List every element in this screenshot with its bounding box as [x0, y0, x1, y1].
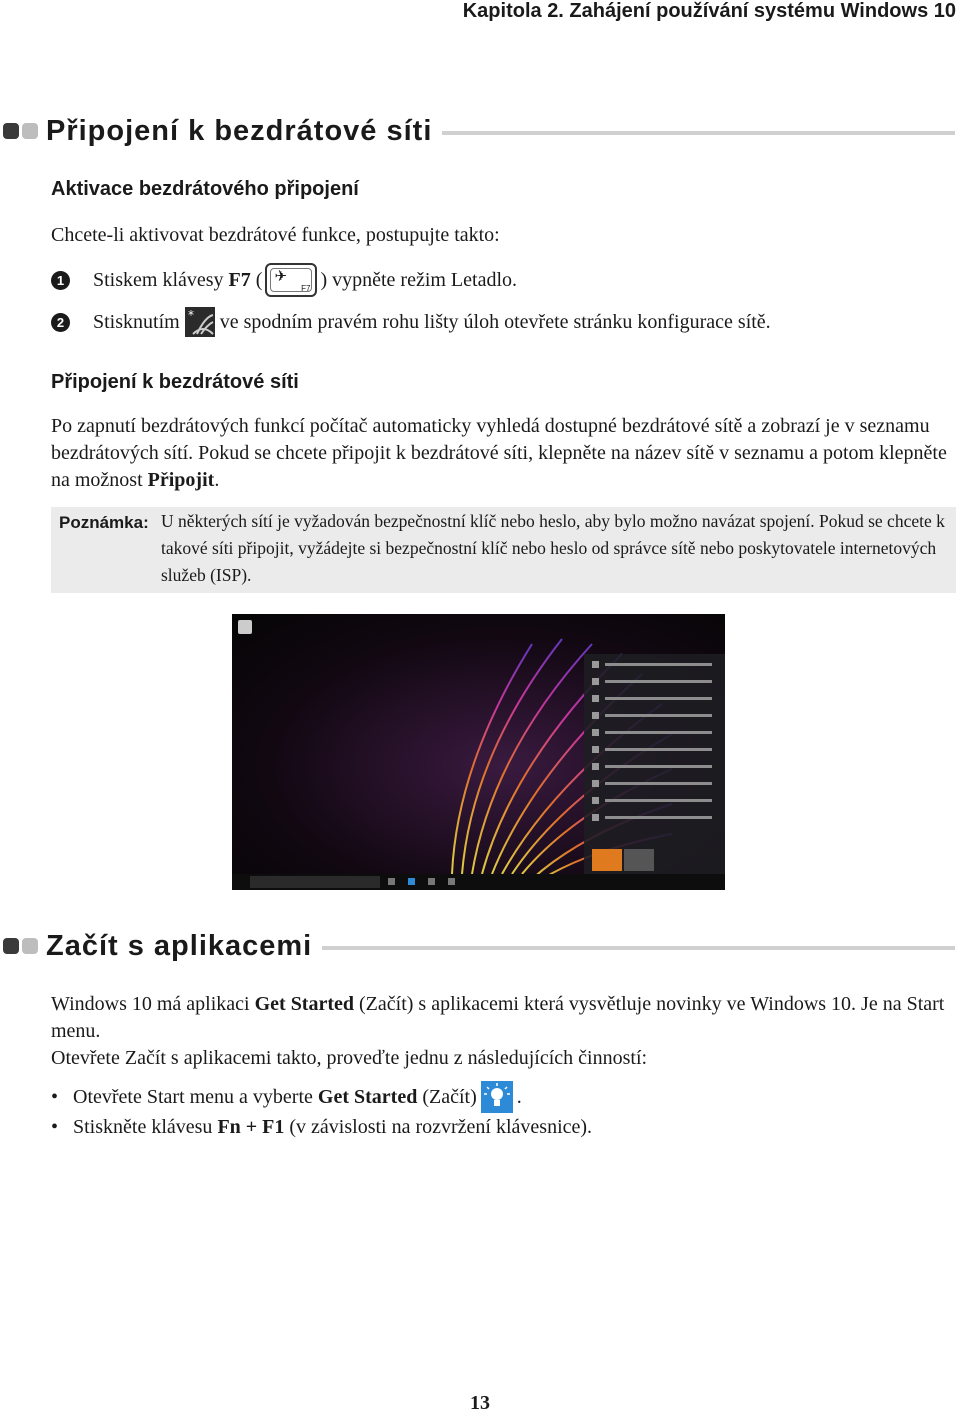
bullet-text: (v závislosti na rozvržení klávesnice).	[284, 1115, 593, 1138]
taskbar	[232, 874, 725, 890]
network-flyout-panel	[584, 654, 725, 874]
subheading-connect: Připojení k bezdrátové síti	[51, 371, 299, 393]
bullet-text: Stiskněte klávesu	[73, 1115, 218, 1138]
bullet-bold: Fn + F1	[217, 1115, 285, 1138]
step-1-text-pre: Stiskem klávesy	[93, 268, 229, 291]
note-label: Poznámka:	[59, 513, 149, 532]
step-2-text-post: ve spodním pravém rohu lišty úloh otevřete stránku konfigurace sítě.	[219, 310, 771, 333]
get-started-bold: Get Started	[254, 993, 355, 1015]
section-title-text: Připojení k bezdrátové síti	[46, 114, 433, 147]
section-title-text: Začít s aplikacemi	[46, 929, 313, 962]
get-started-paragraph: Windows 10 má aplikaci Get Started (Začít) s aplikacemi která vysvětluje novinky ve Windows 10. Je na Start menu.	[51, 993, 945, 1042]
svg-text:*: *	[187, 308, 194, 322]
chapter-header: Kapitola 2. Zahájení používání systému Windows 10	[462, 0, 956, 22]
connect-paragraph: Po zapnutí bezdrátových funkcí počítač automaticky vyhledá dostupné bezdrátové sítě a zobrazí je v seznamu bezdrátových sítí. Pokud se chcete připojit k bezdrátové síti, klepněte na název sítě v seznamu a potom klepněte na možnost Připojit.	[51, 415, 947, 491]
section-marker	[3, 123, 38, 139]
intro-text: Chcete-li aktivovat bezdrátové funkce, postupujte takto:	[51, 224, 500, 246]
step-number-badge: 2	[51, 313, 70, 332]
note-box	[51, 507, 956, 593]
section-rule	[442, 131, 955, 135]
bullet-text: (Začít)	[417, 1085, 477, 1108]
step-1-text-post: ) vypněte režim Letadlo.	[320, 268, 518, 291]
subheading-activate: Aktivace bezdrátového připojení	[51, 178, 359, 200]
bullet-text: .	[516, 1085, 522, 1108]
connect-bold: Připojit	[147, 469, 215, 491]
airplane-mode-f7-key-icon: ✈ F7	[265, 263, 317, 297]
section-title-wireless	[0, 113, 955, 149]
step-number-badge: 1	[51, 271, 70, 290]
page-number: 13	[470, 1392, 490, 1414]
section-title-get-started	[0, 928, 955, 964]
bullet-text: Otevřete Start menu a vyberte	[73, 1085, 318, 1108]
step-1-text-mid: (	[250, 268, 263, 291]
section-rule	[322, 946, 955, 950]
keycap-label: F7	[301, 284, 311, 293]
desktop-screenshot-image	[232, 614, 725, 890]
step-2-text-pre: Stisknutím	[93, 310, 180, 333]
section-marker	[3, 938, 38, 954]
note-text: U některých sítí je vyžadován bezpečnostní klíč nebo heslo, aby bylo možno navázat spojení. Pokud se chcete k takové síti připojit, vyžádejte si bezpečnostní klíč nebo heslo od správce sítě nebo poskytovatele internetových služeb (ISP).	[161, 511, 945, 585]
lightbulb-icon	[481, 1081, 513, 1113]
instructions-paragraph: Otevřete Začít s aplikacemi takto, proveďte jednu z následujících činností:	[51, 1047, 648, 1069]
step-1-key: F7	[228, 268, 251, 291]
bullet-bold: Get Started	[317, 1085, 418, 1108]
recycle-bin-icon	[238, 620, 252, 634]
wireless-network-icon	[185, 307, 215, 337]
